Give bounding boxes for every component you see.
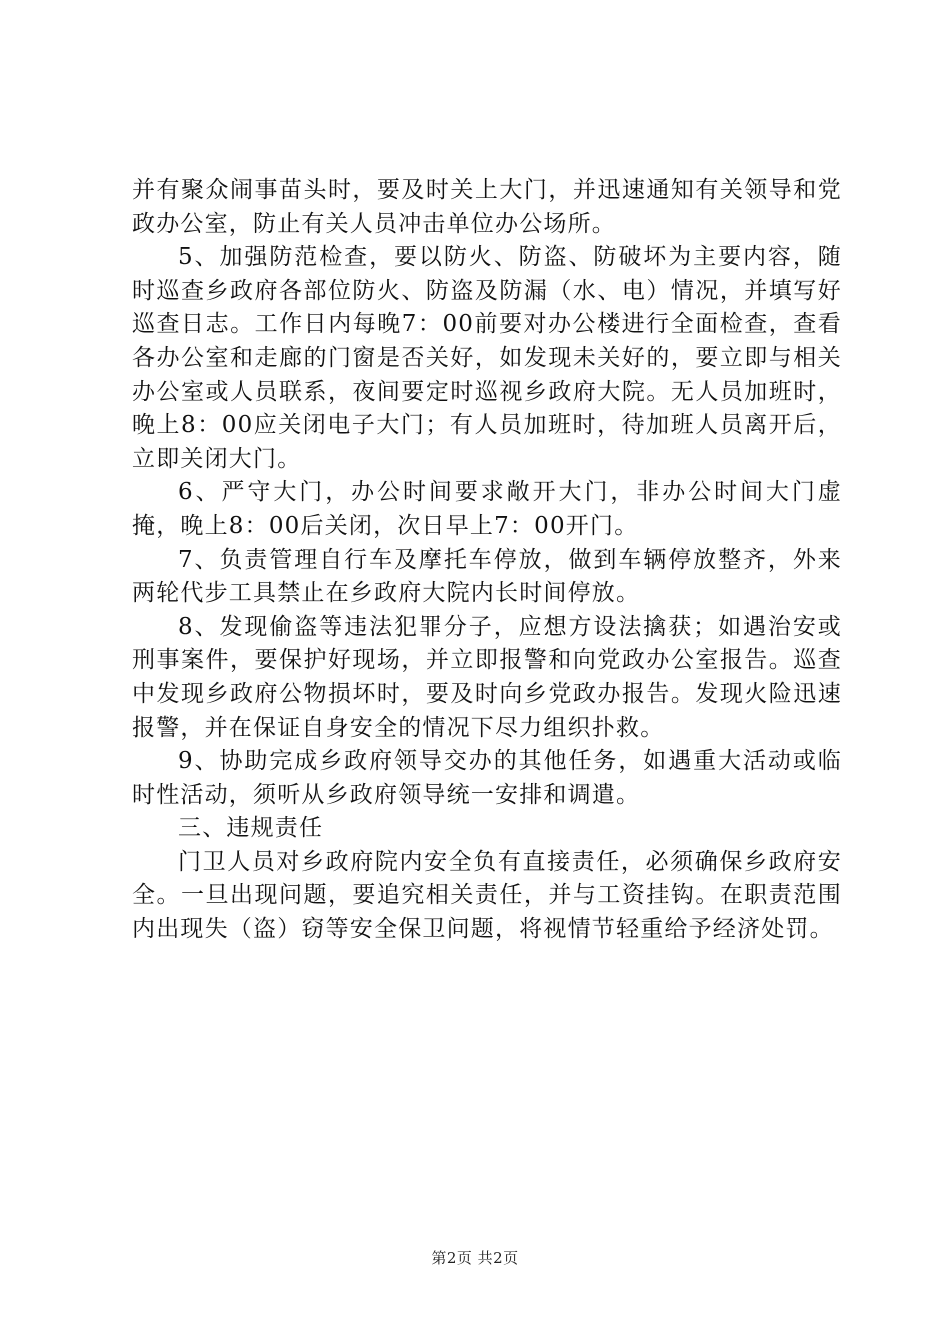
document-body	[132, 174, 842, 947]
page-footer: 第2页 共2页	[431, 1249, 519, 1267]
section-heading-violation-liability: 三、违规责任	[178, 815, 324, 842]
paragraph-item-8: 8、发现偷盗等违法犯罪分子，应想方设法擒获；如遇治安或刑事案件，要保护好现场，并立即报警和向党政办公室报告。巡查中发现乡政府公物损坏时，要及时向乡党政办报告。发现火险迅速报警，并在保证自身安全的情况下尽力组织扑救。	[132, 613, 842, 741]
paragraph-item-9: 9、协助完成乡政府领导交办的其他任务，如遇重大活动或临时性活动，须听从乡政府领导统一安排和调遣。	[132, 748, 842, 808]
paragraph-item-5: 5、加强防范检查，要以防火、防盗、防破坏为主要内容，随时巡查乡政府各部位防火、防盗及防漏（水、电）情况，并填写好巡查日志。工作日内每晚7：00前要对办公楼进行全面检查，查看各办公室和走廊的门窗是否关好，如发现未关好的，要立即与相关办公室或人员联系，夜间要定时巡视乡政府大院。无人员加班时，晚上8：00应关闭电子大门；有人员加班时，待加班人员离开后，立即关闭大门。	[132, 244, 842, 472]
paragraph-item-6: 6、严守大门，办公时间要求敞开大门，非办公时间大门虚掩，晚上8：00后关闭，次日早上7：00开门。	[132, 479, 842, 539]
paragraph-continuation: 并有聚众闹事苗头时，要及时关上大门，并迅速通知有关领导和党政办公室，防止有关人员冲击单位办公场所。	[132, 177, 842, 237]
paragraph-liability: 门卫人员对乡政府院内安全负有直接责任，必须确保乡政府安全。一旦出现问题，要追究相关责任，并与工资挂钩。在职责范围内出现失（盗）窃等安全保卫问题，将视情节轻重给予经济处罚。	[132, 848, 842, 943]
paragraph-item-7: 7、负责管理自行车及摩托车停放，做到车辆停放整齐，外来两轮代步工具禁止在乡政府大院内长时间停放。	[132, 546, 842, 607]
